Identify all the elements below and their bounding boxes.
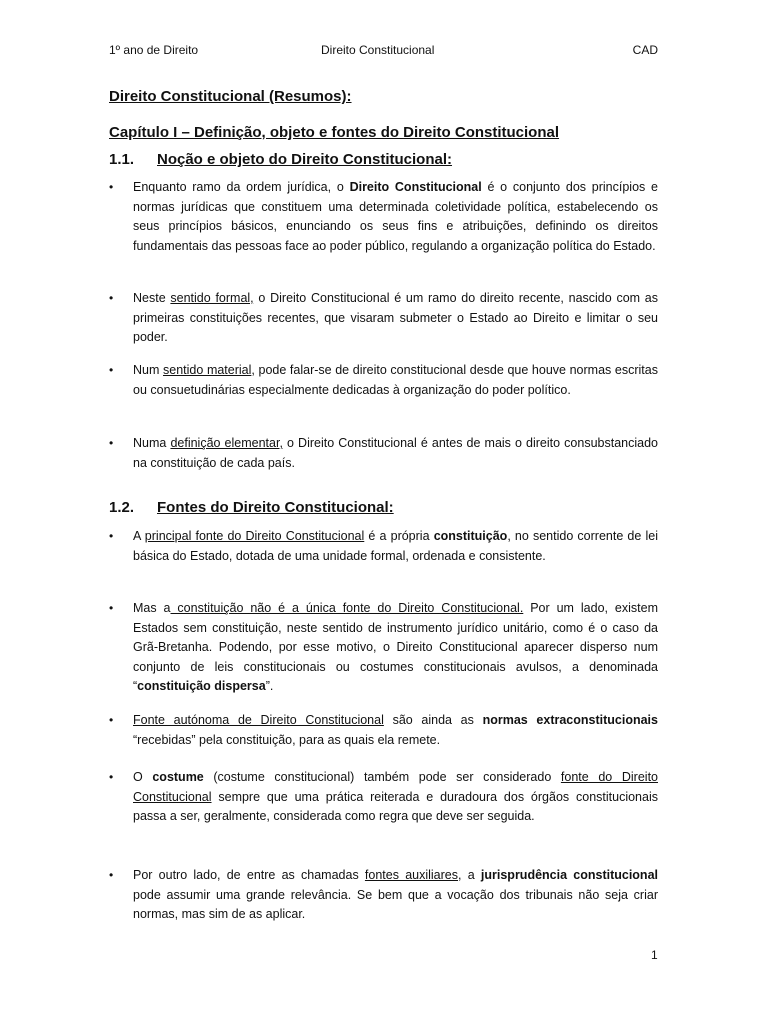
- list-item: • O costume (costume constitucional) também pode ser considerado fonte do Direito Constitucional sempre que uma prática reiterada e duradoura dos órgãos constitucionais passa a ser, geralmente, considerada como regra que deve ser seguida.: [133, 768, 658, 827]
- section-number: 1.2.: [109, 499, 135, 516]
- chapter-heading: Capítulo I – Definição, objeto e fontes do Direito Constitucional: [109, 124, 560, 141]
- section-title: Noção e objeto do Direito Constitucional:: [157, 151, 453, 168]
- page-number: 1: [651, 948, 658, 962]
- section-heading-1-2: [109, 499, 394, 516]
- list-item: • Num sentido material, pode falar-se de direito constitucional desde que houve normas escritas ou consuetudinárias especialmente dedicadas à organização do poder político.: [133, 361, 658, 400]
- section-heading-1-1: [109, 151, 452, 168]
- list-item: • Neste sentido formal, o Direito Constitucional é um ramo do direito recente, nascido com as primeiras constituições recentes, que visaram submeter o Estado ao Direito e limitar o seu poder.: [133, 289, 658, 348]
- header-author: CAD: [632, 43, 658, 57]
- list-item: • Mas a constituição não é a única fonte do Direito Constitucional. Por um lado, existem Estados sem constituição, neste sentido de instrumento jurídico unitário, como é o caso da Grã-Bretanha. Podendo, por esse motivo, o Direito Constitucional aparecer disperso num conjunto de leis constitucionais ou costumes constitucionais avulsos, a denominada “constituição dispersa”.: [133, 599, 658, 697]
- header-course: 1º ano de Direito: [109, 43, 199, 57]
- list-item: • Por outro lado, de entre as chamadas fontes auxiliares, a jurisprudência constitucional pode assumir uma grande relevância. Se bem que a vocação dos tribunais não seja criar normas, mas sim de as aplicar.: [133, 866, 658, 925]
- header-subject: Direito Constitucional: [321, 43, 435, 57]
- page-header: [109, 43, 658, 59]
- list-item: • Enquanto ramo da ordem jurídica, o Direito Constitucional é o conjunto dos princípios e normas jurídicas que constituem uma determinada coletividade política, estabelecendo os seus princípios básicos, enunciando os seus fins e atribuições, definindo os direitos fundamentais das pessoas face ao poder público, regulando a organização política do Estado.: [133, 178, 658, 256]
- list-item: • A principal fonte do Direito Constitucional é a própria constituição, no sentido corrente de lei básica do Estado, dotada de uma unidade formal, ordenada e consistente.: [133, 527, 658, 566]
- document-title: Direito Constitucional (Resumos):: [109, 88, 352, 105]
- list-item: • Numa definição elementar, o Direito Constitucional é antes de mais o direito consubstanciado na constituição de cada país.: [133, 434, 658, 473]
- list-item: • Fonte autónoma de Direito Constitucional são ainda as normas extraconstitucionais “recebidas” pela constituição, para as quais ela remete.: [133, 711, 658, 750]
- section-number: 1.1.: [109, 151, 135, 168]
- section-title: Fontes do Direito Constitucional:: [157, 499, 394, 516]
